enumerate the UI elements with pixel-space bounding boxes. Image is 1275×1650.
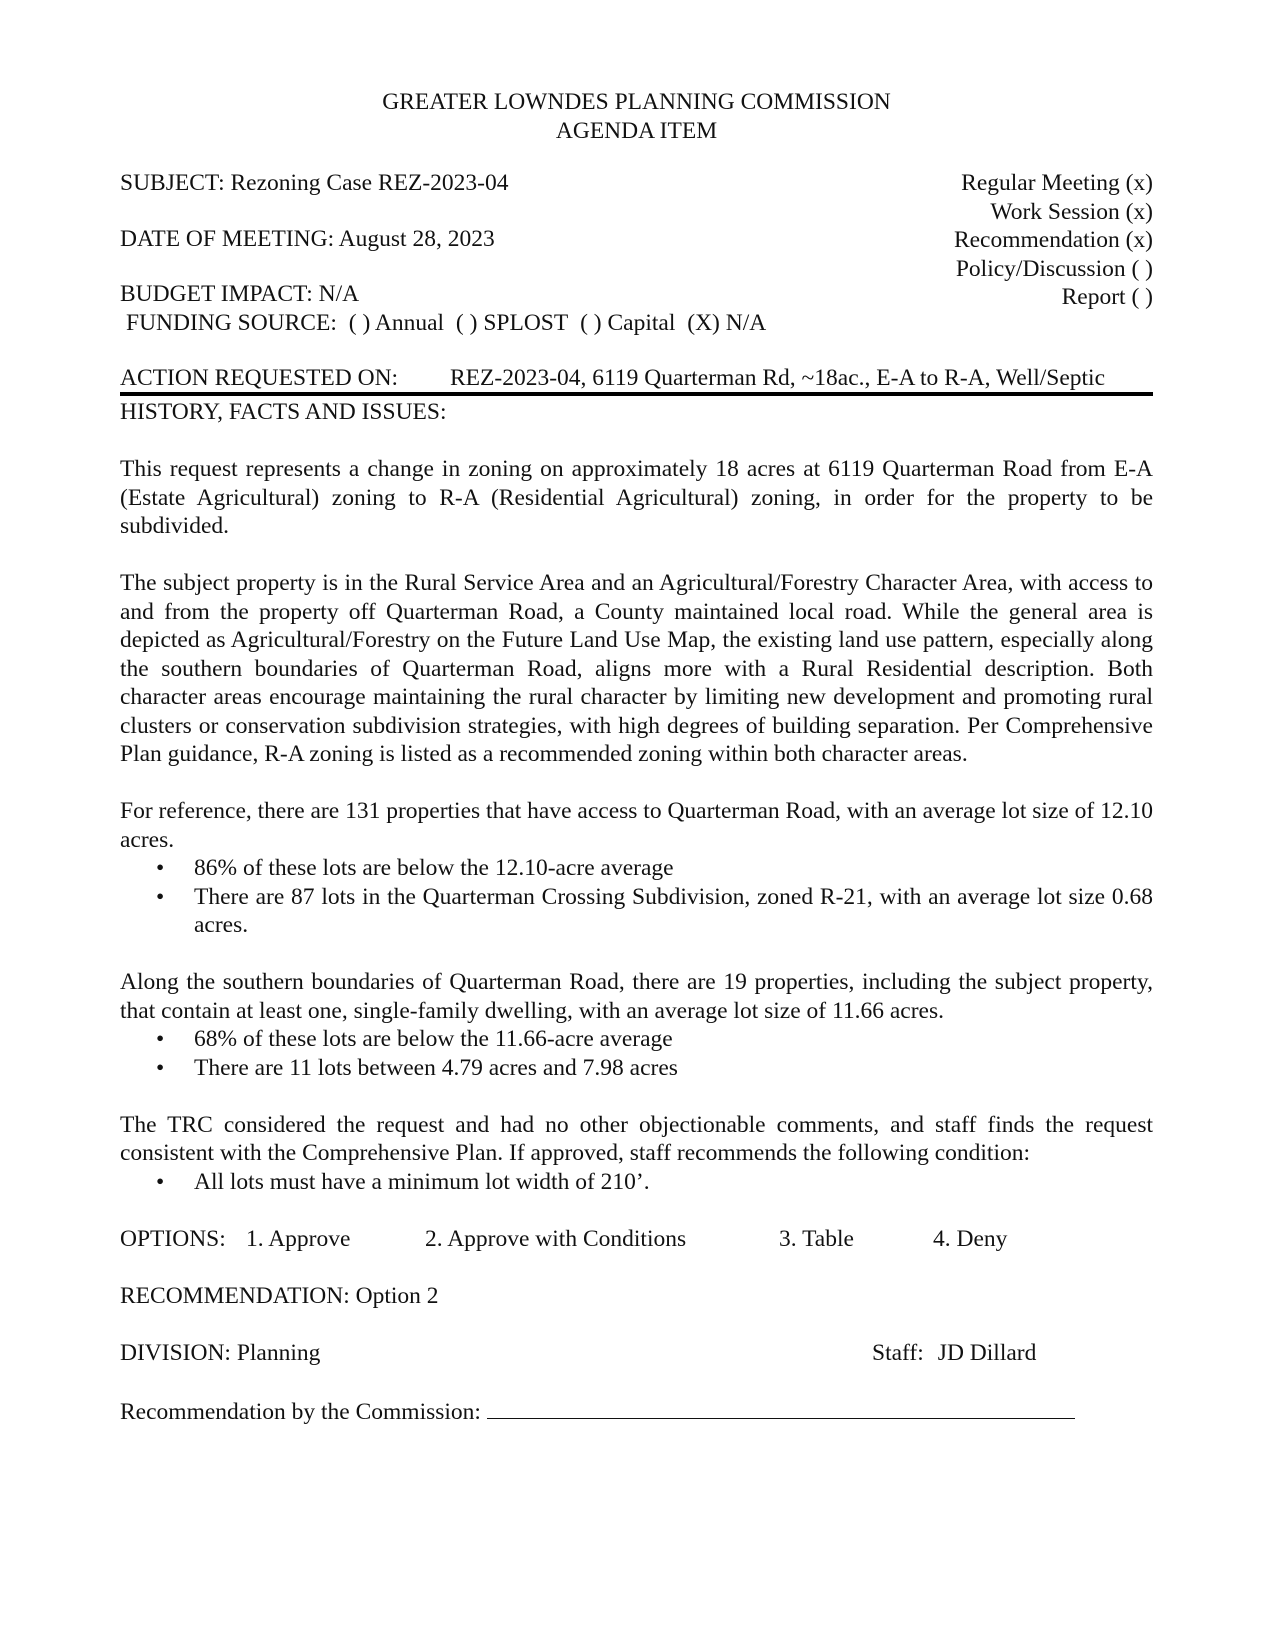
list-item: • All lots must have a minimum lot width of 210’. xyxy=(194,1168,1153,1197)
option-table: 3. Table xyxy=(779,1225,854,1252)
org-title: GREATER LOWNDES PLANNING COMMISSION xyxy=(382,89,891,115)
reference-bullets xyxy=(120,854,1153,940)
meeting-type-regular: Regular Meeting (x) xyxy=(961,170,1153,196)
options-label: OPTIONS: xyxy=(120,1225,226,1252)
meeting-type-work-session: Work Session (x) xyxy=(990,198,1153,225)
funding-capital: ( ) Capital xyxy=(580,310,676,336)
action-label: ACTION REQUESTED ON: xyxy=(120,364,399,391)
funding-na: (X) N/A xyxy=(687,310,767,336)
document-header xyxy=(120,88,1153,145)
signature-blank-line xyxy=(487,1396,1075,1419)
staff-field xyxy=(872,1339,1036,1368)
budget-field: BUDGET IMPACT: N/A xyxy=(120,281,360,307)
list-item: • 68% of these lots are below the 11.66-acre average xyxy=(194,1025,1153,1054)
funding-splost: ( ) SPLOST xyxy=(455,310,569,336)
options-row xyxy=(120,1225,1153,1254)
option-approve-conditions: 2. Approve with Conditions xyxy=(425,1225,687,1252)
funding-annual: ( ) Annual xyxy=(348,310,445,336)
meeting-info xyxy=(120,169,1153,309)
recommendation: RECOMMENDATION: Option 2 xyxy=(120,1282,439,1309)
paragraph-trc: The TRC considered the request and had no other objectionable comments, and staff finds the request consistent with the Comprehensive Plan. If approved, staff recommends the following condition: xyxy=(120,1111,1153,1166)
staff-name: JD Dillard xyxy=(937,1339,1037,1366)
paragraph-character-area: The subject property is in the Rural Service Area and an Agricultural/Forestry Character Area, with access to and from the property off Quarterman Road, a County maintained local road. While the general area is depicted as Agricultural/Forestry on the Future Land Use Map, the existing land use pattern, especially along the southern boundaries of Quarterman Road, aligns more with a Rural Residential description. Both character areas encourage maintaining the rural character by limiting new development and promoting rural clusters or conservation subdivision strategies, with high degrees of building separation. Per Comprehensive Plan guidance, R-A zoning is listed as a recommended zoning within both character areas. xyxy=(120,570,1153,767)
commission-label: Recommendation by the Commission: xyxy=(120,1398,481,1425)
division-row xyxy=(120,1339,1153,1368)
funding-label: FUNDING SOURCE: xyxy=(126,310,337,336)
division-field: DIVISION: Planning xyxy=(120,1339,321,1366)
commission-recommendation xyxy=(120,1396,1153,1427)
history-heading: HISTORY, FACTS AND ISSUES: xyxy=(120,399,447,425)
meeting-type-list xyxy=(954,169,1153,312)
funding-source xyxy=(120,309,1153,338)
doc-type: AGENDA ITEM xyxy=(555,117,718,144)
paragraph-southern-boundaries: Along the southern boundaries of Quarterman Road, there are 19 properties, including the subject property, that contain at least one, single-family dwelling, with an average lot size of 11.66 acres. xyxy=(120,969,1153,1024)
meeting-type-report: Report ( ) xyxy=(1061,284,1153,310)
meeting-type-recommendation: Recommendation (x) xyxy=(953,227,1153,253)
date-field: DATE OF MEETING: August 28, 2023 xyxy=(120,226,495,252)
agenda-document xyxy=(120,88,1153,1426)
option-deny: 4. Deny xyxy=(933,1225,1008,1252)
subject-field: SUBJECT: Rezoning Case REZ-2023-04 xyxy=(120,170,509,196)
option-approve: 1. Approve xyxy=(246,1225,351,1252)
meeting-type-policy: Policy/Discussion ( ) xyxy=(955,255,1153,282)
list-item: • 86% of these lots are below the 12.10-acre average xyxy=(194,854,1153,883)
action-requested xyxy=(120,364,1153,397)
action-value: REZ-2023-04, 6119 Quarterman Rd, ~18ac., E-A to R-A, Well/Septic xyxy=(450,364,1105,391)
list-item: • There are 87 lots in the Quarterman Crossing Subdivision, zoned R-21, with an average lot size 0.68 acres. xyxy=(194,883,1153,940)
condition-bullets xyxy=(120,1168,1153,1197)
paragraph-reference: For reference, there are 131 properties that have access to Quarterman Road, with an average lot size of 12.10 acres. xyxy=(120,798,1153,853)
staff-label: Staff: xyxy=(872,1339,924,1366)
paragraph-request: This request represents a change in zoning on approximately 18 acres at 6119 Quarterman Road from E-A (Estate Agricultural) zoning to R-A (Residential Agricultural) zoning, in order for the property to be subdivided. xyxy=(120,456,1153,539)
list-item: • There are 11 lots between 4.79 acres and 7.98 acres xyxy=(194,1054,1153,1083)
southern-bullets xyxy=(120,1025,1153,1082)
